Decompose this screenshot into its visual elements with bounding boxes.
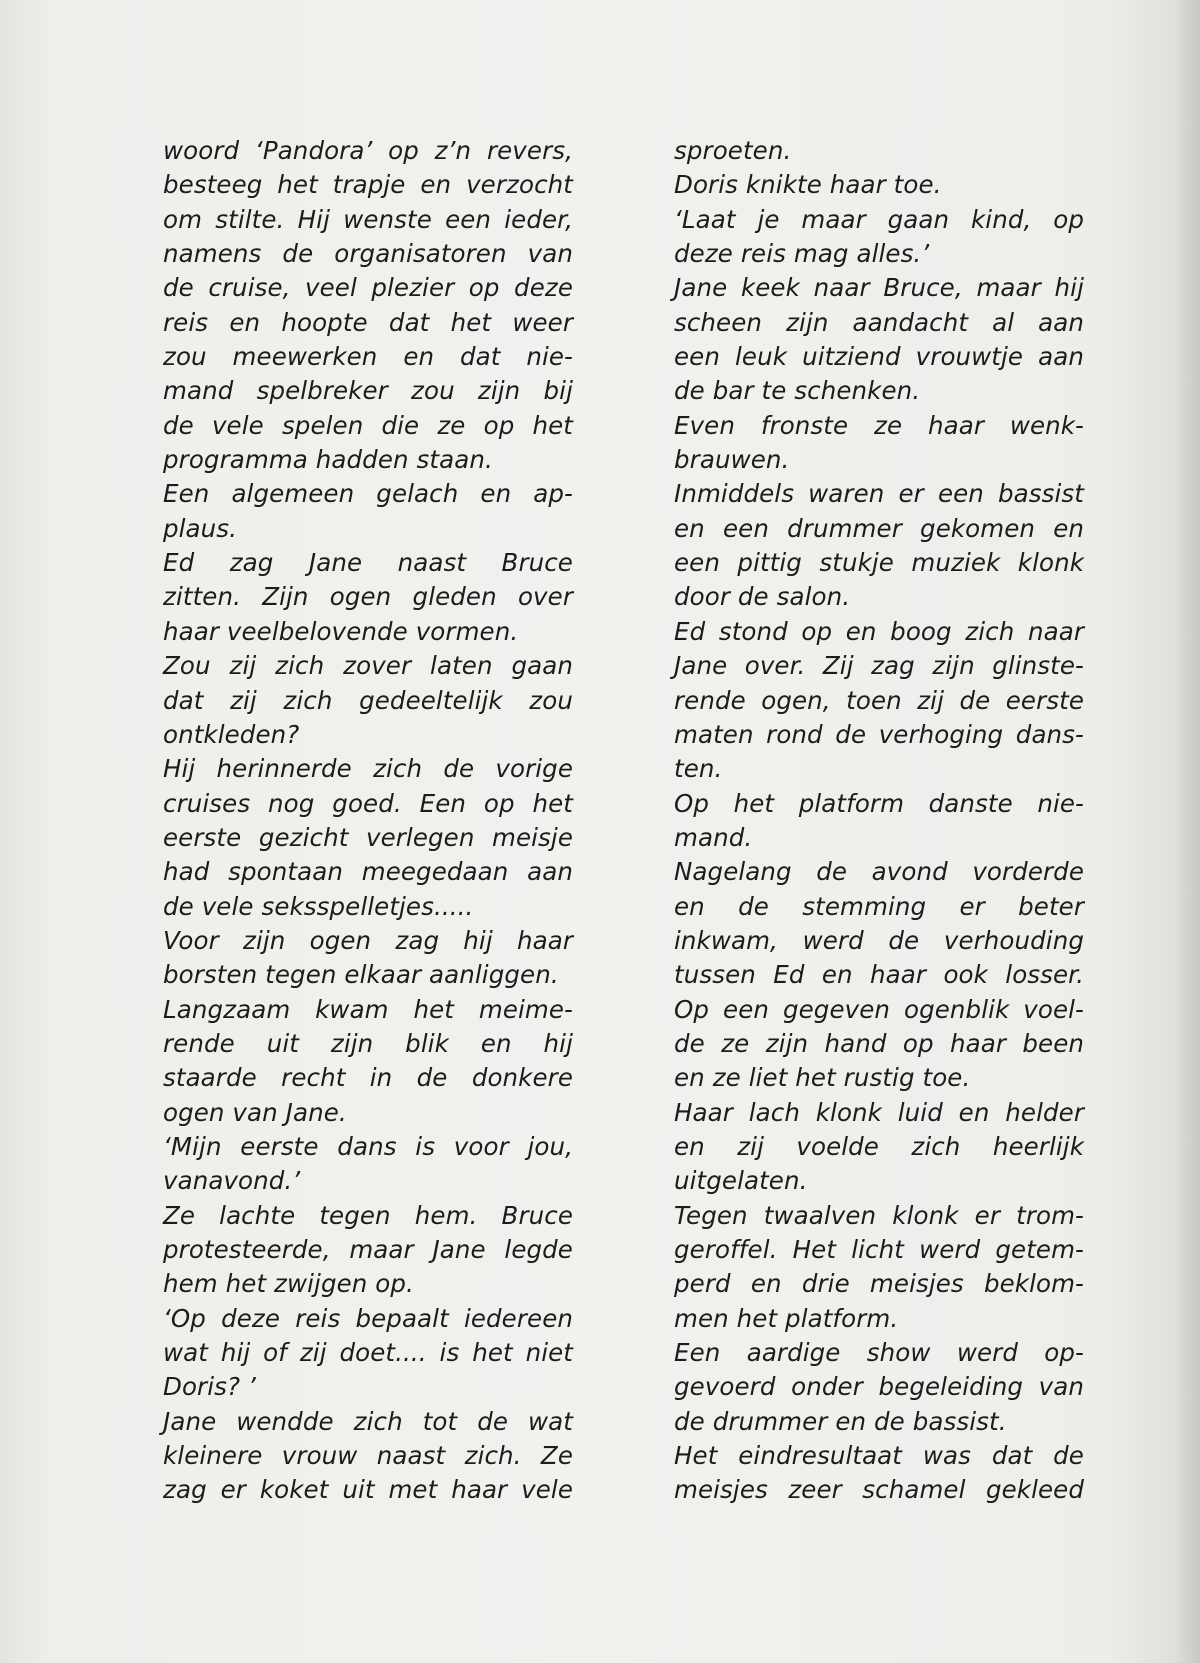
text-line: Een aardige show werd op-	[674, 1338, 1084, 1368]
text-line: hem het zwijgen op.	[163, 1269, 414, 1299]
text-line: ten.	[674, 754, 723, 784]
text-line: besteeg het trapje en verzocht	[163, 170, 573, 200]
text-line: Ed zag Jane naast Bruce	[163, 548, 573, 578]
text-line: ‘Op deze reis bepaalt iedereen	[163, 1303, 573, 1333]
text-line: kleinere vrouw naast zich. Ze	[163, 1441, 573, 1471]
text-line: de bar te schenken.	[674, 376, 921, 406]
text-line: maten rond de verhoging dans-	[674, 719, 1084, 749]
text-line: de vele seksspelletjes.....	[163, 891, 474, 921]
text-line: de vele spelen die ze op het	[163, 410, 573, 440]
text-line: door de salon.	[674, 582, 851, 612]
text-line: zag er koket uit met haar vele	[163, 1475, 573, 1505]
text-line: de cruise, veel plezier op deze	[163, 273, 573, 303]
text-line: en een drummer gekomen en	[674, 513, 1084, 543]
text-line: Een algemeen gelach en ap-	[163, 479, 573, 509]
text-line: geroffel. Het licht werd getem-	[674, 1235, 1084, 1264]
text-line: inkwam, werd de verhouding	[674, 925, 1084, 955]
text-line: staarde recht in de donkere	[163, 1063, 573, 1093]
text-line: vanavond.’	[163, 1166, 301, 1196]
text-line: mand spelbreker zou zijn bij	[163, 376, 573, 406]
text-line: Inmiddels waren er een bassist	[674, 479, 1084, 509]
text-line: namens de organisatoren van	[163, 239, 573, 269]
text-line: Jane keek naar Bruce, maar hij	[674, 273, 1084, 303]
text-line: plaus.	[163, 513, 238, 543]
text-line: Jane wendde zich tot de wat	[163, 1406, 573, 1436]
text-line: gevoerd onder begeleiding van	[674, 1372, 1084, 1402]
text-line: rende uit zijn blik en hij	[163, 1028, 573, 1058]
text-line: ontkleden?	[163, 719, 300, 749]
text-line: Doris knikte haar toe.	[674, 170, 942, 200]
text-line: brauwen.	[674, 445, 790, 475]
text-line: scheen zijn aandacht al aan	[674, 307, 1084, 337]
text-line: mand.	[674, 822, 753, 852]
text-line: Jane over. Zij zag zijn glinste-	[674, 651, 1084, 681]
text-line: ‘Laat je maar gaan kind, op	[674, 204, 1084, 234]
text-line: de ze zijn hand op haar been	[674, 1028, 1084, 1058]
text-line: en ze liet het rustig toe.	[674, 1063, 971, 1093]
text-line: Even fronste ze haar wenk-	[674, 410, 1084, 440]
text-line: Op een gegeven ogenblik voel-	[674, 994, 1084, 1024]
text-line: Ed stond op en boog zich naar	[674, 616, 1084, 646]
text-line: en zij voelde zich heerlijk	[674, 1131, 1084, 1161]
text-line: men het platform.	[674, 1303, 899, 1333]
text-line: Zou zij zich zover laten gaan	[163, 651, 573, 681]
text-line: Ze lachte tegen hem. Bruce	[163, 1200, 573, 1230]
text-line: een leuk uitziend vrouwtje aan	[674, 342, 1084, 372]
text-line: sproeten.	[674, 136, 792, 165]
text-line: zou meewerken en dat nie-	[163, 342, 573, 372]
text-line: programma hadden staan.	[163, 445, 493, 475]
text-line: en de stemming er beter	[674, 891, 1084, 921]
text-line: ogen van Jane.	[163, 1097, 347, 1127]
text-line: deze reis mag alles.’	[674, 239, 930, 269]
text-line: uitgelaten.	[674, 1166, 808, 1196]
text-line: Haar lach klonk luid en helder	[674, 1097, 1084, 1127]
text-line: zitten. Zijn ogen gleden over	[163, 582, 573, 612]
text-line: ‘Mijn eerste dans is voor jou,	[163, 1131, 573, 1161]
text-line: haar veelbelovende vormen.	[163, 616, 519, 646]
text-line: wat hij of zij doet.... is het niet	[163, 1338, 573, 1368]
text-line: Tegen twaalven klonk er trom-	[674, 1200, 1084, 1230]
text-line: om stilte. Hij wenste een ieder,	[163, 204, 573, 234]
text-line: Op het platform danste nie-	[674, 788, 1084, 818]
text-line: cruises nog goed. Een op het	[163, 788, 573, 818]
text-line: Nagelang de avond vorderde	[674, 857, 1084, 887]
text-line: rende ogen, toen zij de eerste	[674, 685, 1084, 715]
text-line: de drummer en de bassist.	[674, 1406, 1007, 1436]
text-line: Het eindresultaat was dat de	[674, 1441, 1084, 1471]
text-line: Langzaam kwam het meime-	[163, 994, 573, 1024]
text-line: Voor zijn ogen zag hij haar	[163, 925, 573, 955]
text-line: dat zij zich gedeeltelijk zou	[163, 685, 573, 715]
text-column-left	[163, 134, 573, 1508]
text-line: eerste gezicht verlegen meisje	[163, 822, 573, 852]
text-line: had spontaan meegedaan aan	[163, 857, 573, 887]
text-line: een pittig stukje muziek klonk	[674, 548, 1084, 578]
text-line: Hij herinnerde zich de vorige	[163, 754, 573, 784]
text-line: woord ‘Pandora’ op z’n revers,	[163, 136, 573, 165]
text-line: Doris? ’	[163, 1372, 256, 1402]
text-line: protesteerde, maar Jane legde	[163, 1235, 573, 1264]
text-line: meisjes zeer schamel gekleed	[674, 1475, 1084, 1505]
text-line: borsten tegen elkaar aanliggen.	[163, 960, 559, 990]
text-line: reis en hoopte dat het weer	[163, 307, 573, 337]
text-line: tussen Ed en haar ook losser.	[674, 960, 1084, 990]
text-line: perd en drie meisjes beklom-	[674, 1269, 1084, 1299]
text-column-right	[674, 134, 1084, 1508]
